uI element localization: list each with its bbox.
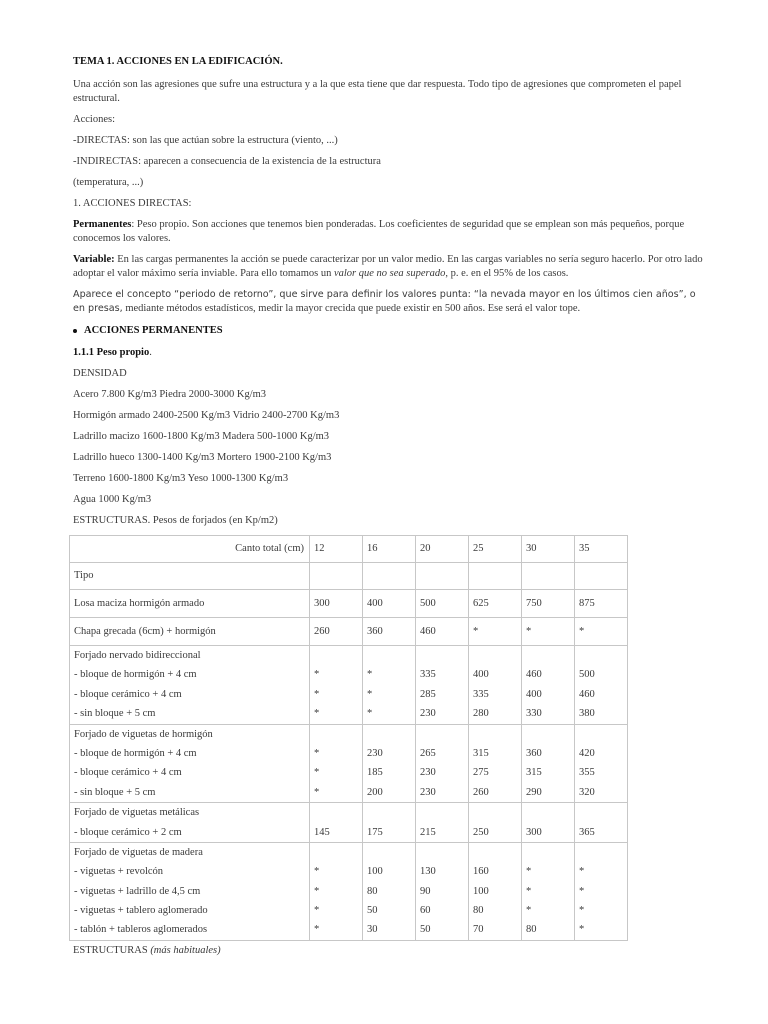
value-cell: 285 [420, 688, 436, 700]
table-row [70, 590, 628, 618]
group-value-cell [363, 842, 416, 940]
header-canto-cell: 20 [416, 536, 469, 563]
empty-cell [575, 563, 628, 590]
densidad-label: DENSIDAD [73, 368, 127, 379]
value-cell: * [526, 885, 532, 897]
value-cell: 260 [310, 618, 363, 646]
variable-italic: valor que no sea superado [333, 268, 446, 279]
table-header-row [70, 536, 628, 563]
empty-cell [522, 563, 575, 590]
value-cell: 230 [420, 767, 436, 779]
value-cell: 355 [579, 767, 595, 779]
value-cell: 175 [367, 826, 383, 838]
table-group-row [70, 724, 628, 803]
value-cell: * [314, 924, 320, 936]
blank-line [367, 646, 411, 665]
value-cell: 500 [579, 669, 595, 681]
blank-line [579, 803, 623, 822]
group-label-cell [70, 646, 310, 725]
group-value-cell [469, 842, 522, 940]
group-value-cell [575, 724, 628, 803]
blank-line [526, 843, 570, 862]
empty-cell [310, 563, 363, 590]
table-group-row [70, 646, 628, 725]
blank-line [420, 843, 464, 862]
value-cell: 230 [367, 747, 383, 759]
blank-line [420, 646, 464, 665]
blank-line [367, 803, 411, 822]
peso-propio-bold: 1.1.1 Peso propio [73, 347, 150, 358]
subrow-label: - sin bloque + 5 cm [74, 708, 156, 720]
value-cell: 290 [526, 786, 542, 798]
value-cell: * [314, 669, 320, 681]
value-cell: 80 [367, 885, 378, 897]
subrow-label: - bloque de hormigón + 4 cm [74, 669, 197, 681]
bullet-dot-icon [73, 329, 77, 333]
variable-term: Variable: [73, 254, 115, 265]
value-cell: 360 [363, 618, 416, 646]
group-value-cell [416, 803, 469, 843]
blank-line [420, 803, 464, 822]
densidad-item: Hormigón armado 2400-2500 Kg/m3 Vidrio 2400-2700 Kg/m3 [73, 410, 340, 421]
header-canto-cell: 35 [575, 536, 628, 563]
value-cell: * [579, 924, 585, 936]
value-cell: 200 [367, 786, 383, 798]
header-label-cell: Canto total (cm) [70, 536, 310, 563]
permanentes-paragraph [73, 218, 710, 246]
temperatura-line: (temperatura, ...) [73, 177, 144, 188]
group-value-cell [363, 724, 416, 803]
value-cell: * [469, 618, 522, 646]
header-canto-cell: 25 [469, 536, 522, 563]
group-value-cell [310, 646, 363, 725]
value-cell: * [367, 669, 373, 681]
value-cell: 70 [473, 924, 484, 936]
table-row [70, 618, 628, 646]
value-cell: * [579, 866, 585, 878]
group-value-cell [310, 803, 363, 843]
tipo-label-cell: Tipo [70, 563, 310, 590]
group-value-cell [522, 803, 575, 843]
row-label-cell: Chapa grecada (6cm) + hormigón [70, 618, 310, 646]
value-cell: * [367, 708, 373, 720]
densidad-item: Ladrillo hueco 1300-1400 Kg/m3 Mortero 1900-2100 Kg/m3 [73, 452, 332, 463]
group-label-cell [70, 842, 310, 940]
value-cell: * [575, 618, 628, 646]
value-cell: 230 [420, 708, 436, 720]
subrow-label: - viguetas + ladrillo de 4,5 cm [74, 885, 201, 897]
densidad-list [73, 388, 710, 507]
blank-line [579, 646, 623, 665]
row-label-cell: Losa maciza hormigón armado [70, 590, 310, 618]
group-title: Forjado de viguetas de hormigón [74, 728, 213, 740]
group-value-cell [575, 803, 628, 843]
value-cell: * [314, 905, 320, 917]
densidad-item: Agua 1000 Kg/m3 [73, 494, 152, 505]
intro-paragraph: Una acción son las agresiones que sufre una estructura y a la que esta tiene que dar respuesta. Todo tipo de agresiones que comprometen el papel estructural. [73, 79, 682, 104]
value-cell: * [314, 688, 320, 700]
group-value-cell [310, 842, 363, 940]
variable-text-a: En las cargas permanentes la acción se puede caracterizar por un valor medio. En las cargas variables no sería seguro hacerlo. Por otro lado adoptar el valor máximo sería inviable. Para ello tomamos un [73, 254, 703, 279]
value-cell: * [579, 905, 585, 917]
value-cell: * [314, 866, 320, 878]
group-value-cell [522, 646, 575, 725]
value-cell: 275 [473, 767, 489, 779]
peso-propio-heading [73, 346, 710, 360]
value-cell: 30 [367, 924, 378, 936]
group-value-cell [416, 842, 469, 940]
value-cell: 420 [579, 747, 595, 759]
value-cell: 500 [416, 590, 469, 618]
group-value-cell [416, 646, 469, 725]
group-value-cell [416, 724, 469, 803]
table-group-row [70, 842, 628, 940]
group-value-cell [522, 842, 575, 940]
subrow-label: - bloque cerámico + 2 cm [74, 826, 182, 838]
value-cell: 400 [526, 688, 542, 700]
value-cell: 875 [575, 590, 628, 618]
value-cell: 360 [526, 747, 542, 759]
subrow-label: - viguetas + revolcón [74, 866, 164, 878]
blank-line [473, 803, 517, 822]
blank-line [473, 725, 517, 744]
value-cell: * [314, 767, 320, 779]
empty-cell [363, 563, 416, 590]
table-group-row [70, 803, 628, 843]
group-value-cell [363, 646, 416, 725]
permanentes-term: Permanentes [73, 219, 132, 230]
value-cell: 60 [420, 905, 431, 917]
value-cell: 100 [367, 866, 383, 878]
group-value-cell [522, 724, 575, 803]
blank-line [367, 843, 411, 862]
bullet-acciones-permanentes [73, 324, 710, 338]
value-cell: 460 [526, 669, 542, 681]
table-tipo-row [70, 563, 628, 590]
value-cell: 160 [473, 866, 489, 878]
value-cell: 80 [526, 924, 537, 936]
value-cell: 280 [473, 708, 489, 720]
value-cell: * [314, 885, 320, 897]
value-cell: 50 [420, 924, 431, 936]
value-cell: 265 [420, 747, 436, 759]
value-cell: 90 [420, 885, 431, 897]
densidad-item: Acero 7.800 Kg/m3 Piedra 2000-3000 Kg/m3 [73, 389, 267, 400]
estructuras-label: ESTRUCTURAS. Pesos de forjados (en Kp/m2) [73, 515, 278, 526]
blank-line [314, 803, 358, 822]
header-canto-cell: 16 [363, 536, 416, 563]
subrow-label: - tablón + tableros aglomerados [74, 924, 208, 936]
value-cell: 250 [473, 826, 489, 838]
value-cell: 230 [420, 786, 436, 798]
value-cell: 100 [473, 885, 489, 897]
value-cell: * [522, 618, 575, 646]
value-cell: 185 [367, 767, 383, 779]
blank-line [473, 843, 517, 862]
value-cell: 320 [579, 786, 595, 798]
group-value-cell [469, 724, 522, 803]
group-label-cell [70, 724, 310, 803]
value-cell: 460 [416, 618, 469, 646]
header-canto-cell: 12 [310, 536, 363, 563]
value-cell: 400 [473, 669, 489, 681]
blank-line [314, 843, 358, 862]
peso-propio-rest: . [149, 347, 152, 358]
value-cell: 50 [367, 905, 378, 917]
bullet-heading: ACCIONES PERMANENTES [84, 325, 223, 336]
empty-cell [416, 563, 469, 590]
permanentes-text: : Peso propio. Son acciones que tenemos bien ponderadas. Los coeficientes de seguridad que se emplean son más pequeños, porque conocemos los valores. [73, 219, 685, 244]
retorno-serif-text: mediante métodos estadísticos, medir la mayor crecida que puede existir en 500 años. Ese será el valor tope. [122, 303, 581, 314]
group-value-cell [469, 646, 522, 725]
value-cell: 365 [579, 826, 595, 838]
group-title: Forjado de viguetas metálicas [74, 807, 200, 819]
indirectas-line: -INDIRECTAS: aparecen a consecuencia de la existencia de la estructura [73, 156, 381, 167]
value-cell: 315 [473, 747, 489, 759]
value-cell: 145 [314, 826, 330, 838]
value-cell: 330 [526, 708, 542, 720]
value-cell: * [526, 905, 532, 917]
value-cell: 460 [579, 688, 595, 700]
value-cell: 300 [526, 826, 542, 838]
group-value-cell [469, 803, 522, 843]
variable-paragraph [73, 253, 710, 281]
empty-cell [469, 563, 522, 590]
footer-line [73, 944, 710, 958]
value-cell: * [314, 786, 320, 798]
blank-line [314, 725, 358, 744]
blank-line [314, 646, 358, 665]
subrow-label: - viguetas + tablero aglomerado [74, 905, 208, 917]
group-value-cell [575, 646, 628, 725]
densidad-item: Ladrillo macizo 1600-1800 Kg/m3 Madera 500-1000 Kg/m3 [73, 431, 330, 442]
value-cell: 315 [526, 767, 542, 779]
value-cell: 400 [363, 590, 416, 618]
subrow-label: - bloque de hormigón + 4 cm [74, 747, 197, 759]
subrow-label: - sin bloque + 5 cm [74, 786, 156, 798]
retorno-sans-text: Aparece el concepto “periodo de retorno”, que sirve para definir los valores punta: “la nevada mayor en los últimos cien años”, o en presas, [73, 289, 696, 314]
group-value-cell [363, 803, 416, 843]
group-value-cell [310, 724, 363, 803]
retorno-paragraph [73, 288, 710, 316]
value-cell: 750 [522, 590, 575, 618]
value-cell: 625 [469, 590, 522, 618]
value-cell: 215 [420, 826, 436, 838]
header-canto-cell: 30 [522, 536, 575, 563]
blank-line [420, 725, 464, 744]
value-cell: * [314, 708, 320, 720]
variable-text-b: , p. e. en el 95% de los casos. [445, 268, 569, 279]
blank-line [579, 725, 623, 744]
directas-line: -DIRECTAS: son las que actúan sobre la estructura (viento, ...) [73, 135, 338, 146]
densidad-item: Terreno 1600-1800 Kg/m3 Yeso 1000-1300 Kg/m3 [73, 473, 289, 484]
footer-italic: (más habituales) [150, 944, 221, 956]
value-cell: 335 [420, 669, 436, 681]
footer-text: ESTRUCTURAS [73, 944, 151, 956]
subrow-label: - bloque cerámico + 4 cm [74, 767, 182, 779]
blank-line [526, 646, 570, 665]
blank-line [473, 646, 517, 665]
value-cell: * [579, 885, 585, 897]
group-title: Forjado de viguetas de madera [74, 846, 203, 858]
blank-line [526, 725, 570, 744]
blank-line [526, 803, 570, 822]
group-title: Forjado nervado bidireccional [74, 650, 201, 661]
group-value-cell [575, 842, 628, 940]
value-cell: 260 [473, 786, 489, 798]
value-cell: 380 [579, 708, 595, 720]
value-cell: * [367, 688, 373, 700]
value-cell: 335 [473, 688, 489, 700]
blank-line [579, 843, 623, 862]
group-label-cell [70, 803, 310, 843]
page-title: TEMA 1. ACCIONES EN LA EDIFICACIÓN. [73, 56, 283, 67]
acciones-label: Acciones: [73, 114, 115, 125]
value-cell: 300 [310, 590, 363, 618]
value-cell: 80 [473, 905, 484, 917]
section-acciones-directas: 1. ACCIONES DIRECTAS: [73, 198, 192, 209]
subrow-label: - bloque cerámico + 4 cm [74, 688, 182, 700]
blank-line [367, 725, 411, 744]
value-cell: * [526, 866, 532, 878]
value-cell: 130 [420, 866, 436, 878]
value-cell: * [314, 747, 320, 759]
forjados-table [69, 535, 628, 941]
